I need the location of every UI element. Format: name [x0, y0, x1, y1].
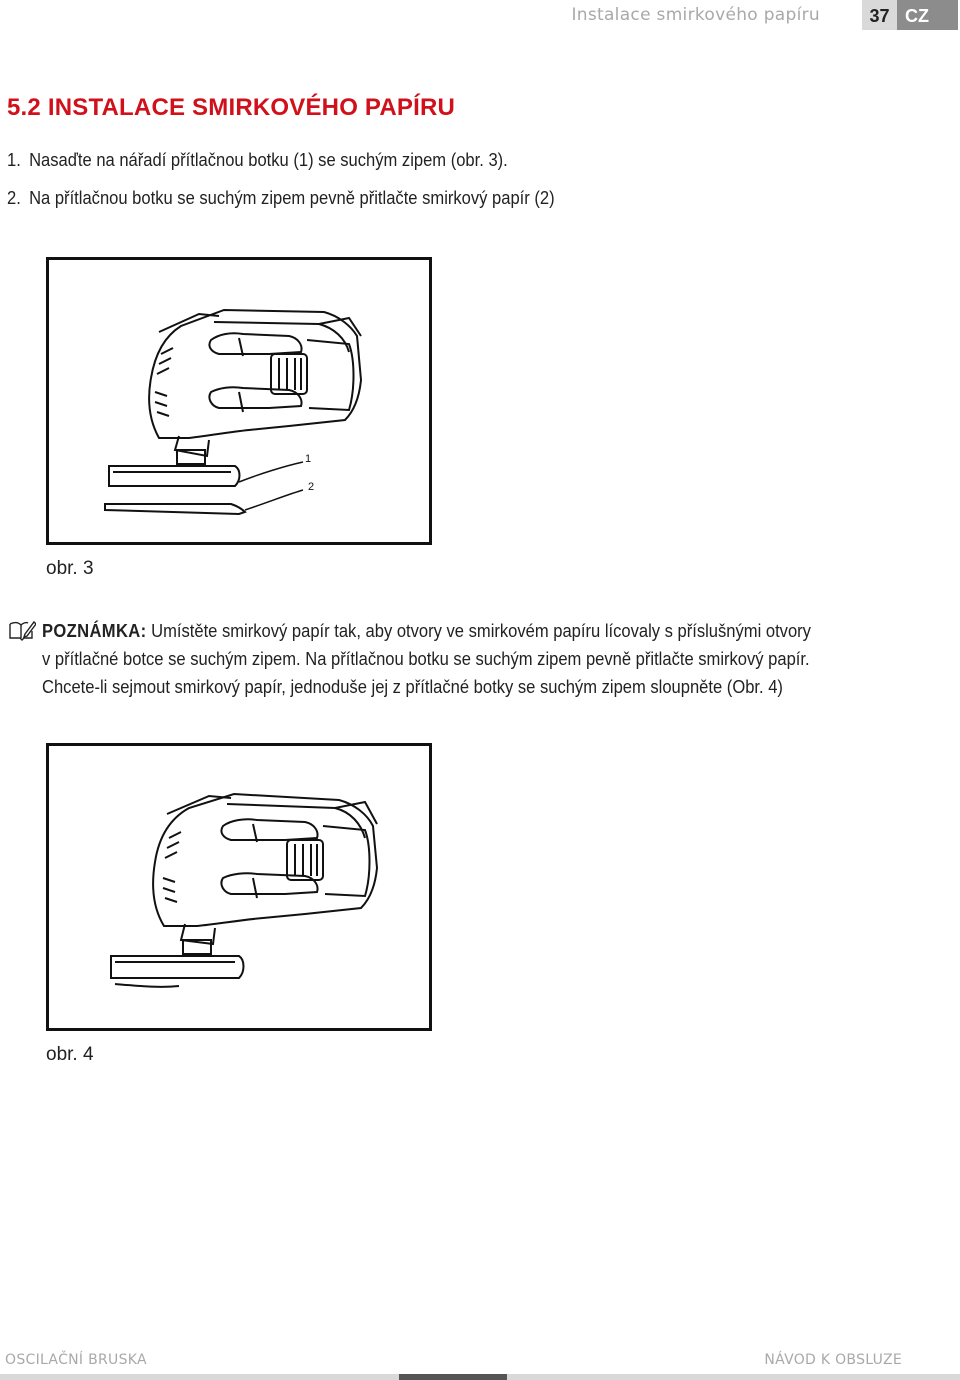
footer-bar-accent — [399, 1374, 507, 1380]
note-line-2: v přítlačné botce se suchým zipem. Na přítlačnou botku se suchým zipem pevně přitlačte smirkový papír. — [42, 649, 810, 669]
step-2 — [7, 188, 555, 209]
step-text: Na přítlačnou botku se suchým zipem pevně přitlačte smirkový papír (2) — [29, 188, 555, 208]
note-line-1 — [42, 617, 811, 645]
callout-2: 2 — [308, 481, 315, 493]
page-number: 37 — [862, 0, 897, 30]
step-text: Nasaďte na nářadí přítlačnou botku (1) se suchým zipem (obr. 3). — [29, 150, 508, 170]
figure-4 — [46, 743, 432, 1031]
sander-illustration — [49, 260, 429, 542]
footer-product-name: OSCILAČNÍ BRUSKA — [5, 1352, 147, 1368]
callout-1: 1 — [305, 453, 312, 465]
figure-3-caption: obr. 3 — [46, 558, 94, 579]
running-header-title: Instalace smirkového papíru — [571, 5, 820, 25]
sander-illustration — [49, 746, 429, 1028]
step-1 — [7, 150, 508, 171]
note-pencil-icon — [8, 619, 36, 641]
footer-manual-label: NÁVOD K OBSLUZE — [764, 1352, 902, 1368]
step-number: 1. — [7, 150, 21, 170]
note-line-3: Chcete-li sejmout smirkový papír, jednoduše jej z přítlačné botky se suchým zipem sloupněte (Obr. 4) — [42, 677, 783, 697]
figure-4-caption: obr. 4 — [46, 1044, 94, 1065]
figure-3 — [46, 257, 432, 545]
note-text: Umístěte smirkový papír tak, aby otvory ve smirkovém papíru lícovaly s příslušnými otvory — [151, 621, 811, 641]
note-label: POZNÁMKA: — [42, 621, 147, 641]
step-number: 2. — [7, 188, 21, 208]
section-heading: 5.2 INSTALACE SMIRKOVÉHO PAPÍRU — [7, 94, 456, 121]
language-tag: CZ — [897, 0, 958, 30]
